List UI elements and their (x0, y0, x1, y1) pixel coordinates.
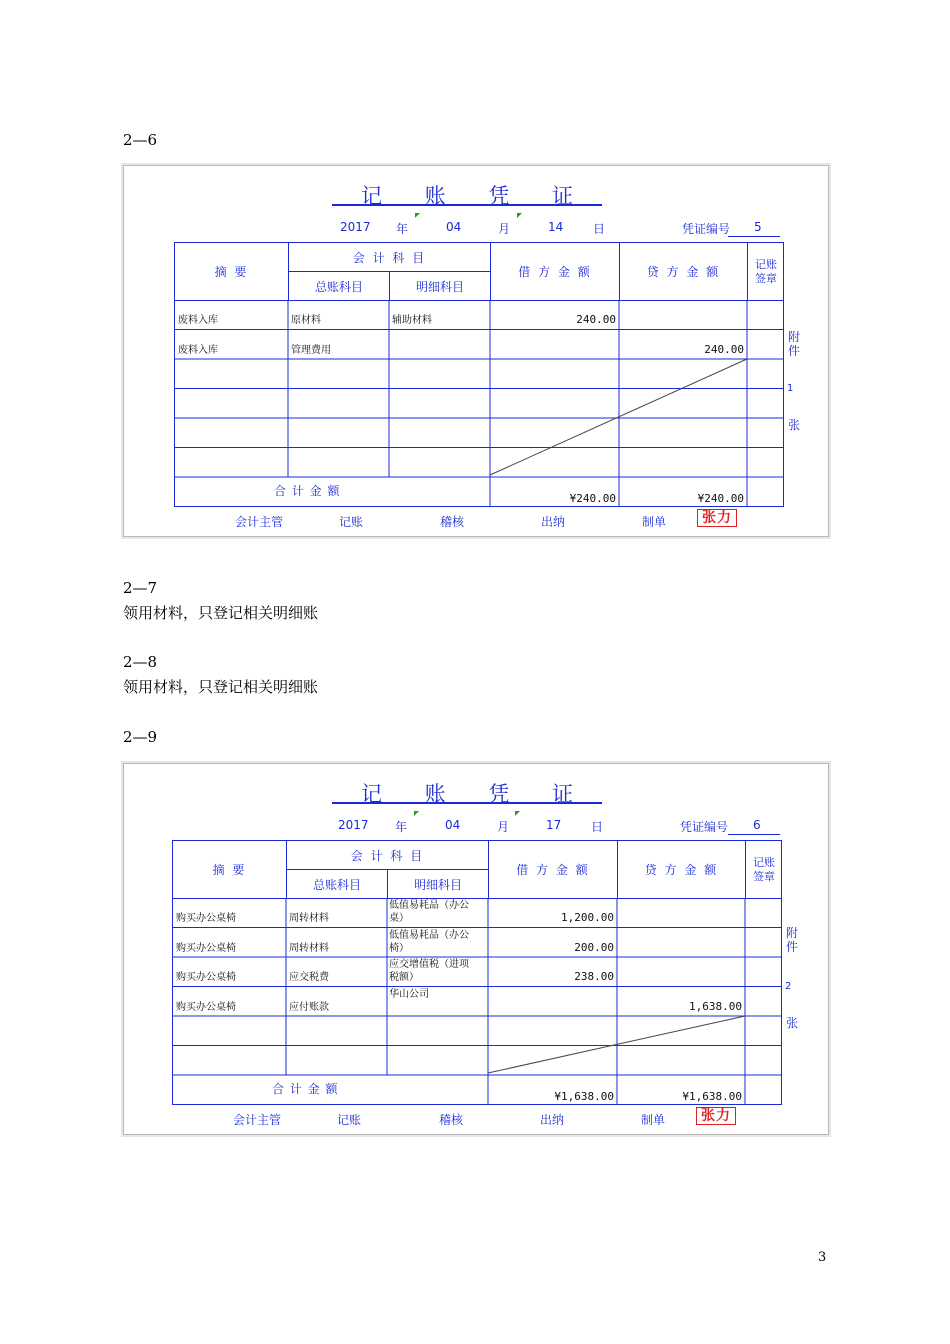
general-ledger-header: 总账科目 (287, 870, 388, 899)
detail-header: 明细科目 (390, 272, 491, 301)
voucher-6 (123, 763, 829, 1135)
sig-bookkeeping: 记账 (339, 515, 364, 529)
voucher-day: 14 (548, 220, 564, 234)
total-label: 合 计 金 额 (272, 1082, 339, 1096)
detail-header: 明细科目 (388, 870, 489, 899)
row-detail-line1: 低值易耗品（办公 (389, 900, 469, 911)
row-detail-line2: 税额） (389, 972, 419, 983)
row-detail-line2: 桌） (389, 913, 409, 924)
flag-icon (415, 213, 420, 218)
flag-icon (414, 811, 419, 816)
attach-label: 附件 (788, 330, 801, 358)
row-summary: 购买办公桌椅 (176, 972, 236, 983)
total-credit: ¥1,638.00 (682, 1090, 742, 1103)
section-note-2-8: 领用材料，只登记相关明细账 (123, 678, 319, 696)
sign-header: 记账签章 (746, 841, 782, 899)
attach-count: 1 (787, 383, 794, 394)
debit-header: 借 方 金 额 (491, 243, 620, 301)
voucher-table (172, 840, 782, 1105)
sig-cashier: 出纳 (540, 1113, 565, 1127)
row-detail-line1: 华山公司 (389, 988, 429, 1000)
month-label: 月 (498, 222, 511, 236)
debit-header: 借 方 金 额 (489, 841, 618, 899)
row-summary: 废料入库 (178, 344, 218, 356)
attach-label: 附件 (786, 926, 799, 954)
row-general-ledger: 管理费用 (291, 344, 331, 356)
voucher-5 (123, 165, 829, 537)
row-detail-line1: 应交增值税（进项 (389, 959, 469, 970)
sheet-label: 张 (786, 1016, 799, 1030)
voucher-year: 2017 (340, 220, 371, 234)
month-label: 月 (497, 820, 510, 834)
credit-header: 贷 方 金 额 (618, 841, 746, 899)
sig-preparer: 制单 (641, 1113, 666, 1127)
row-general-ledger: 应付账款 (289, 1001, 329, 1013)
voucher-no: 5 (754, 220, 762, 234)
attach-count: 2 (785, 981, 792, 992)
voucher-no-underline (728, 834, 780, 835)
total-debit: ¥240.00 (569, 492, 616, 505)
row-debit-amount: 240.00 (576, 313, 616, 326)
total-credit: ¥240.00 (697, 492, 744, 505)
row-detail-line1: 低值易耗品（办公 (389, 929, 469, 941)
section-label-2-7: 2—7 (123, 579, 158, 597)
row-debit-amount: 200.00 (574, 940, 614, 954)
voucher-no-label: 凭证编号 (680, 820, 729, 834)
title-underline (332, 802, 602, 804)
section-label-2-6: 2—6 (123, 131, 158, 149)
row-general-ledger: 应交税费 (289, 972, 329, 983)
preparer-stamp: 张力 (696, 1107, 736, 1125)
flag-icon (517, 213, 522, 218)
sig-audit: 稽核 (440, 515, 465, 529)
section-note-2-7: 领用材料，只登记相关明细账 (123, 604, 319, 622)
row-general-ledger: 周转材料 (289, 942, 329, 954)
sheet-label: 张 (788, 418, 801, 432)
voucher-table (174, 242, 784, 507)
total-debit: ¥1,638.00 (554, 1090, 614, 1103)
year-label: 年 (395, 820, 408, 834)
voucher-month: 04 (446, 220, 462, 234)
year-label: 年 (396, 222, 409, 236)
row-summary: 购买办公桌椅 (176, 913, 236, 924)
row-summary: 购买办公桌椅 (176, 1001, 236, 1013)
row-debit-amount: 238.00 (574, 970, 614, 983)
day-label: 日 (593, 222, 606, 236)
subject-header: 会 计 科 目 (287, 841, 489, 870)
page-number: 3 (818, 1250, 827, 1265)
row-detail: 辅助材料 (392, 315, 432, 326)
row-summary: 废料入库 (178, 315, 218, 326)
preparer-stamp: 张力 (697, 509, 737, 527)
sig-supervisor: 会计主管 (233, 1113, 282, 1127)
voucher-title: 记 账 凭 证 (360, 782, 592, 806)
row-debit-amount: 1,200.00 (561, 911, 614, 924)
sig-cashier: 出纳 (541, 515, 566, 529)
voucher-no-underline (728, 236, 780, 237)
sig-supervisor: 会计主管 (235, 515, 284, 529)
voucher-day: 17 (546, 818, 562, 832)
sign-header: 记账签章 (748, 243, 784, 301)
row-detail-line2: 椅） (389, 942, 409, 954)
title-underline (332, 204, 602, 206)
general-ledger-header: 总账科目 (289, 272, 390, 301)
day-label: 日 (591, 820, 604, 834)
section-label-2-9: 2—9 (123, 728, 158, 746)
voucher-no-label: 凭证编号 (682, 222, 731, 236)
subject-header: 会 计 科 目 (289, 243, 491, 272)
summary-header: 摘 要 (175, 243, 289, 301)
row-general-ledger: 周转材料 (289, 913, 329, 924)
summary-header: 摘 要 (173, 841, 287, 899)
flag-icon (515, 811, 520, 816)
sig-audit: 稽核 (439, 1113, 464, 1127)
row-summary: 购买办公桌椅 (176, 942, 236, 954)
voucher-year: 2017 (338, 818, 369, 832)
row-credit-amount: 1,638.00 (689, 999, 742, 1013)
credit-header: 贷 方 金 额 (620, 243, 748, 301)
voucher-month: 04 (445, 818, 461, 832)
voucher-title: 记 账 凭 证 (360, 184, 592, 208)
section-label-2-8: 2—8 (123, 653, 158, 671)
sig-bookkeeping: 记账 (337, 1113, 362, 1127)
sig-preparer: 制单 (642, 515, 667, 529)
total-label: 合 计 金 额 (274, 484, 341, 498)
row-general-ledger: 原材料 (291, 315, 321, 326)
row-credit-amount: 240.00 (704, 342, 744, 356)
voucher-no: 6 (753, 818, 761, 832)
